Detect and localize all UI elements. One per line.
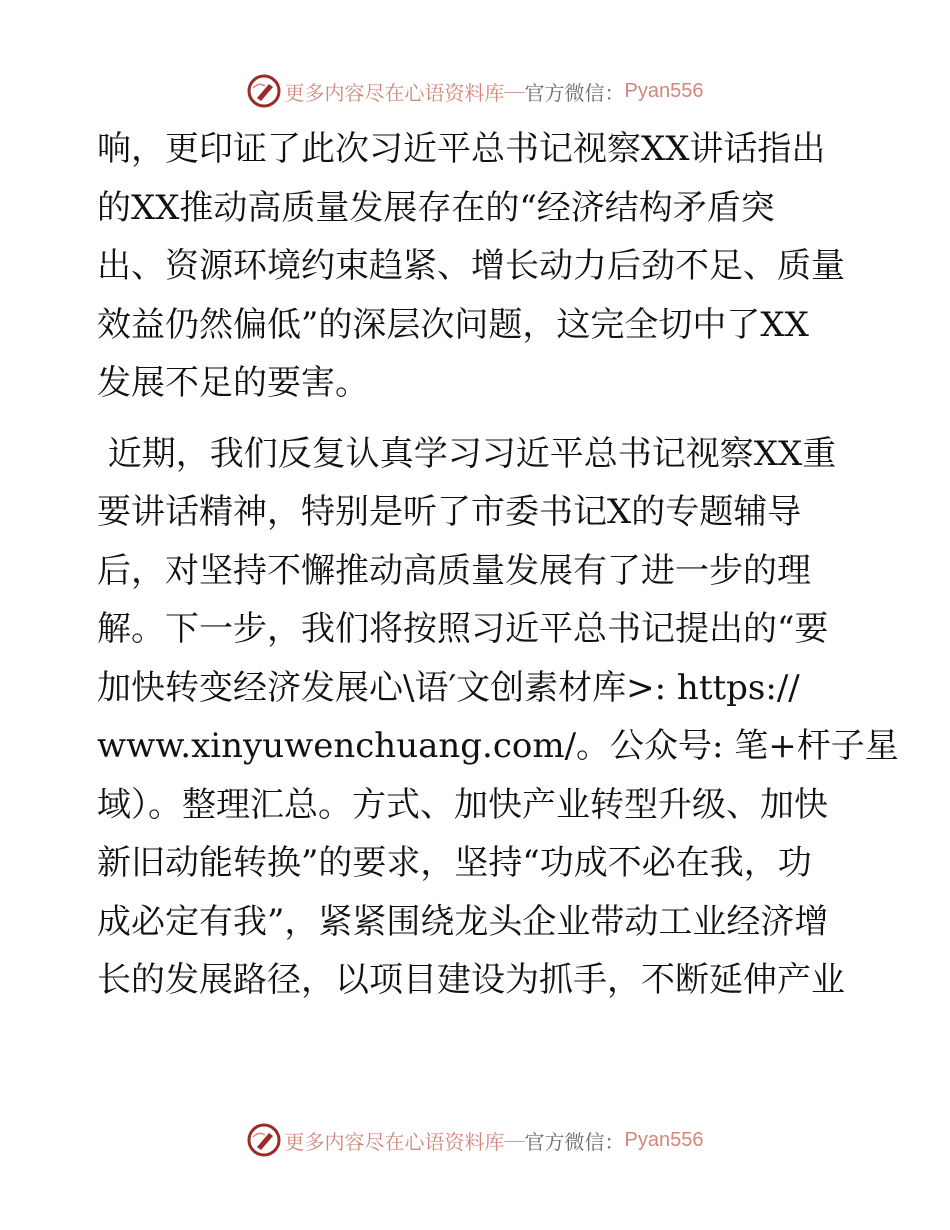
wechat-label: 官方微信： bbox=[524, 82, 625, 105]
text-line: 出、资源环境约束趋紧、增长动力后劲不足、质量 bbox=[97, 246, 845, 286]
text-line: www.xinyuwenchuang.com/。公众号: 笔+杆子星 bbox=[97, 726, 899, 766]
wechat-id: Pyan556 bbox=[624, 79, 704, 102]
brand-text: 更多内容尽在心语资料库 bbox=[284, 1131, 505, 1154]
text-line: 效益仍然偏低”的深层次问题，这完全切中了XX bbox=[97, 304, 809, 345]
brand-text: 更多内容尽在心语资料库 bbox=[284, 82, 505, 105]
text-line: 解。下一步，我们将按照习近平总书记提出的“要 bbox=[97, 609, 829, 649]
footer-watermark bbox=[0, 1120, 950, 1160]
paragraph-1 bbox=[97, 120, 857, 413]
document-body bbox=[97, 120, 899, 1010]
paragraph-2 bbox=[97, 425, 899, 1010]
text-line: 加快转变经济发展心\语′文创素材库>: https:// bbox=[97, 667, 800, 708]
pen-logo-icon bbox=[247, 1123, 281, 1157]
text-line: 域）。整理汇总。方式、加快产业转型升级、加快 bbox=[97, 784, 828, 825]
header-watermark bbox=[0, 71, 950, 111]
text-line: 要讲话精神，特别是听了市委书记X的专题辅导 bbox=[97, 492, 802, 532]
text-line: 后，对坚持不懈推动高质量发展有了进一步的理 bbox=[97, 550, 811, 591]
text-line: 新旧动能转换”的要求，坚持“功成不必在我，功 bbox=[97, 843, 812, 883]
wechat-label: 官方微信： bbox=[524, 1131, 625, 1154]
text-line: 长的发展路径，以项目建设为抓手，不断延伸产业 bbox=[97, 960, 845, 1000]
text-line: 响，更印证了此次习近平总书记视察XX讲话指出 bbox=[97, 129, 826, 169]
separator-dash: — bbox=[504, 1128, 525, 1151]
separator-dash: — bbox=[504, 79, 525, 102]
wechat-id: Pyan556 bbox=[624, 1128, 704, 1151]
text-line: 的XX推动高质量发展存在的“经济结构矛盾突 bbox=[97, 187, 775, 228]
text-line: 发展不足的要害。 bbox=[97, 363, 369, 403]
pen-logo-icon bbox=[247, 74, 281, 108]
text-line: 近期，我们反复认真学习习近平总书记视察XX重 bbox=[97, 433, 837, 474]
text-line: 成必定有我”，紧紧围绕龙头企业带动工业经济增 bbox=[97, 901, 829, 942]
